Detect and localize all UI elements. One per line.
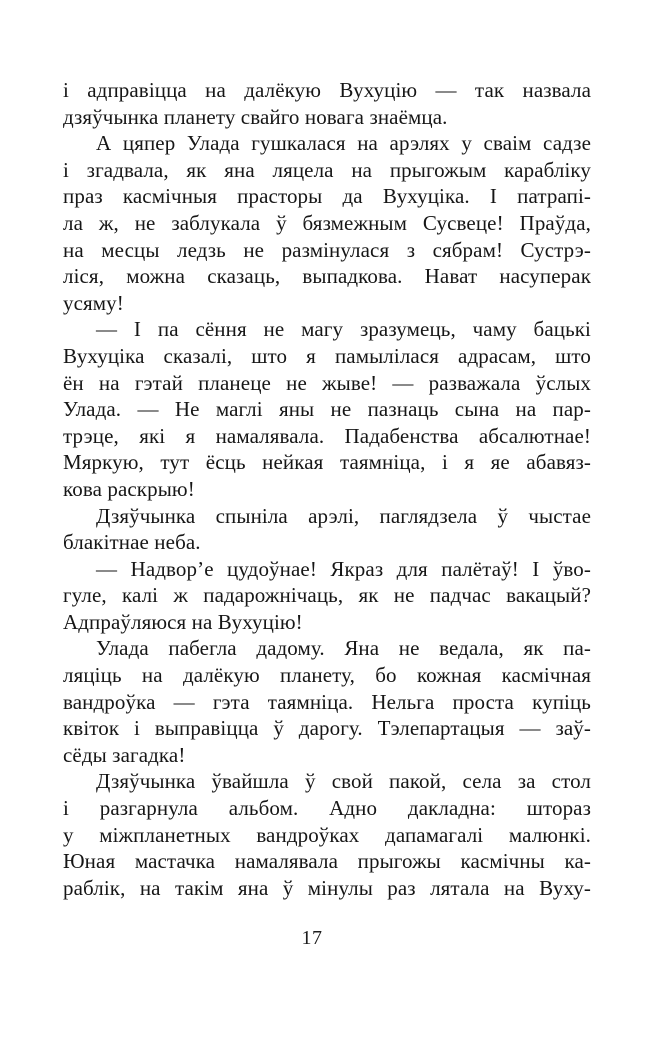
- text-line: Адпраўляюся на Вухуцію!: [63, 609, 303, 634]
- text-line: Вухуціка сказалі, што я памылілася адрасам, што: [63, 343, 591, 368]
- text-line: Дзяўчынка спыніла арэлі, паглядзела ў чыстае: [96, 503, 591, 528]
- text-line: Мяркую, тут ёсць нейкая таямніца, і я яе абавяз-: [63, 450, 591, 475]
- text-line: квіток і выправіцца ў дарогу. Тэлепартацыя — заў-: [63, 716, 591, 741]
- text-line: сёды загадка!: [63, 742, 186, 767]
- text-line: усяму!: [63, 290, 124, 315]
- text-line: Улада. — Не маглі яны не пазнаць сына на пар-: [63, 397, 591, 422]
- text-line: — Надвор’е цудоўнае! Якраз для палётаў! І ўво-: [96, 556, 591, 581]
- text-line: Дзяўчынка ўвайшла ў свой пакой, села за стол: [96, 769, 591, 794]
- text-line: А цяпер Улада гушкалася на арэлях у сваім садзе: [96, 131, 591, 156]
- text-line: гуле, калі ж падарожнічаць, як не падчас вакацый?: [63, 583, 591, 608]
- text-line: праз касмічныя прасторы да Вухуціка. І патрапі-: [63, 184, 591, 209]
- text-line: Улада пабегла дадому. Яна не ведала, як па-: [96, 636, 591, 661]
- text-line: Юная мастачка намалявала прыгожы касмічны ка-: [63, 849, 591, 874]
- text-line: вандроўка — гэта таямніца. Нельга проста купіць: [63, 689, 591, 714]
- text-line: раблік, на такім яна ў мінулы раз лятала на Вуху-: [63, 875, 591, 900]
- text-line: ла ж, не заблукала ў бязмежным Сусвеце! Праўда,: [63, 210, 591, 235]
- text-line: кова раскрыю!: [63, 476, 195, 501]
- body-text: [63, 77, 591, 901]
- text-line: і згадвала, як яна ляцела на прыгожым карабліку: [63, 157, 591, 182]
- text-line: ліся, можна сказаць, выпадкова. Нават насуперак: [63, 264, 591, 289]
- text-line: трэце, які я намалявала. Падабенства абсалютнае!: [63, 423, 591, 448]
- text-line: блакітнае неба.: [63, 530, 201, 555]
- text-line: у міжпланетных вандроўках дапамагалі малюнкі.: [63, 822, 591, 847]
- text-line: дзяўчынка планету свайго новага знаёмца.: [63, 104, 448, 129]
- text-line: ён на гэтай планеце не жыве! — разважала ўслых: [63, 370, 591, 395]
- text-line: на месцы ледзь не размінулася з сябрам! Сустрэ-: [63, 237, 591, 262]
- text-line: і адправіцца на далёкую Вухуцію — так назвала: [63, 78, 591, 102]
- text-line: — І па сёння не магу зразумець, чаму бацькі: [96, 317, 591, 342]
- text-line: ляціць на далёкую планету, бо кожная касмічная: [63, 663, 591, 688]
- page-number: 17: [301, 927, 323, 949]
- text-line: і разгарнула альбом. Адно дакладна: штораз: [63, 796, 591, 821]
